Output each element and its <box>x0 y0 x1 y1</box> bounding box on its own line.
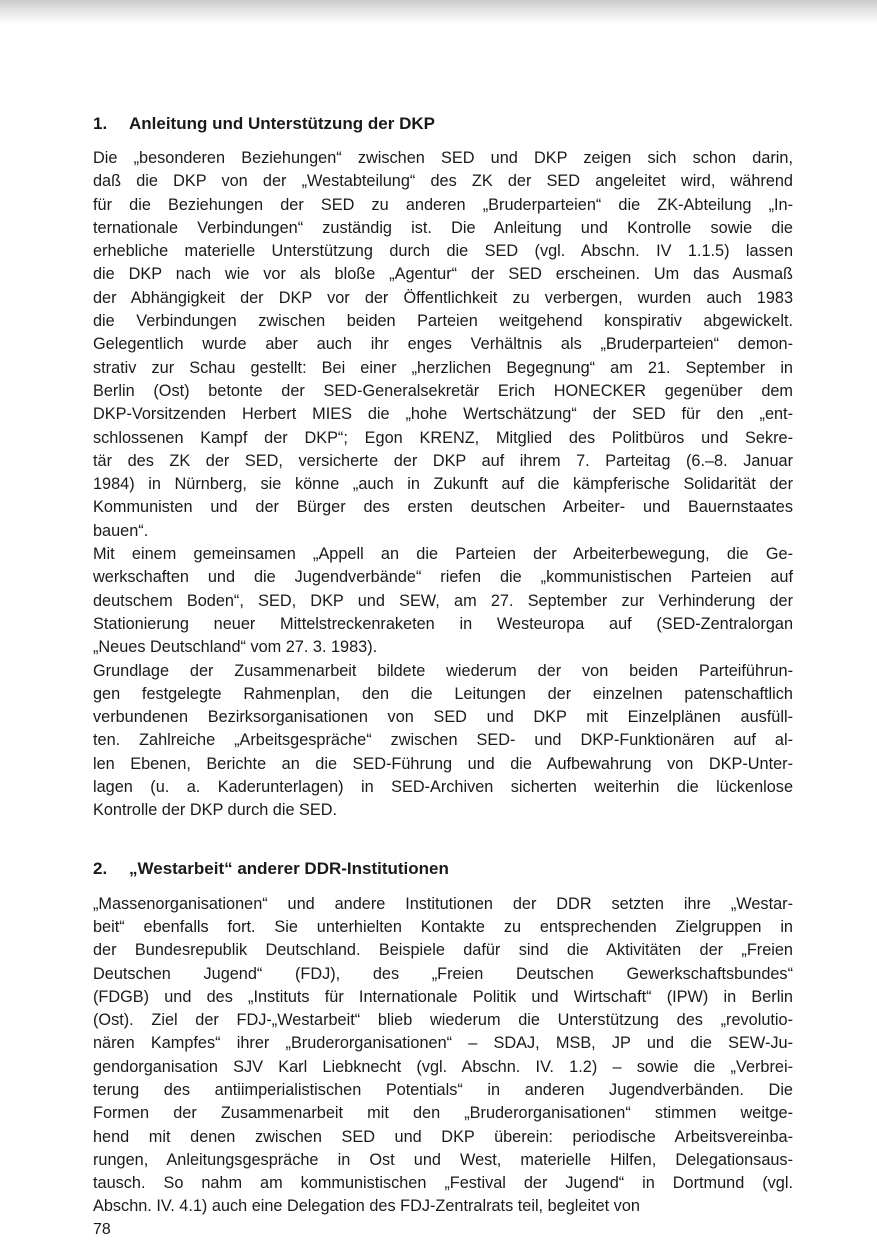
text-line: Formen der Zusammenarbeit mit den „Bruderorganisationen“ stimmen weitge- <box>93 1104 793 1123</box>
text-line: Kommunisten und der Bürger des ersten deutschen Arbeiter- und Bauernstaates <box>93 498 793 517</box>
text-line: daß die DKP von der „Westabteilung“ des ZK der SED angeleitet wird, während <box>93 172 793 191</box>
text-line: die Verbindungen zwischen beiden Parteien weitgehend konspirativ abgewickelt. <box>93 312 793 331</box>
text-line: Stationierung neuer Mittelstreckenraketen in Westeuropa auf (SED-Zentralorgan <box>93 614 793 633</box>
text-line: für die Beziehungen der SED zu anderen „Bruderparteien“ die ZK-Abteilung „In- <box>93 195 793 214</box>
section-heading-1 <box>93 112 793 136</box>
section-number: 1. <box>93 114 108 133</box>
section-title: Anleitung und Unterstützung der DKP <box>129 114 435 133</box>
text-line: strativ zur Schau gestellt: Bei einer „herzlichen Begegnung“ am 21. September in <box>93 358 793 377</box>
text-line: Grundlage der Zusammenarbeit bildete wiederum der von beiden Parteiführun- <box>93 661 793 680</box>
section-title: „Westarbeit“ anderer DDR-Institutionen <box>129 858 449 878</box>
text-line: der Bundesrepublik Deutschland. Beispiele dafür sind die Aktivitäten der „Freien <box>93 941 793 960</box>
text-line: Kontrolle der DKP durch die SED. <box>93 801 338 820</box>
text-line: der Abhängigkeit der DKP vor der Öffentlichkeit zu verbergen, wurden auch 1983 <box>93 288 793 307</box>
paragraph <box>93 893 793 1219</box>
text-line: DKP-Vorsitzenden Herbert MIES die „hohe Wertschätzung“ der SED für den „ent- <box>93 405 793 424</box>
text-line: beit“ ebenfalls fort. Sie unterhielten Kontakte zu entsprechenden Zielgruppen in <box>93 917 793 936</box>
text-line: Berlin (Ost) betonte der SED-Generalsekretär Erich HONECKER gegenüber dem <box>93 381 793 400</box>
section-heading-2 <box>93 857 793 881</box>
text-line: ten. Zahlreiche „Arbeitsgespräche“ zwischen SED- und DKP-Funktionären auf al- <box>93 731 793 750</box>
text-line: terung des antiimperialistischen Potentials“ in anderen Jugendverbänden. Die <box>93 1080 793 1099</box>
text-line: 1984) in Nürnberg, sie könne „auch in Zukunft auf die kämpferische Solidarität der <box>93 475 793 494</box>
text-line: „Neues Deutschland“ vom 27. 3. 1983). <box>93 638 378 657</box>
text-line: die DKP nach wie vor als bloße „Agentur“ der SED erscheinen. Um das Ausmaß <box>93 265 793 284</box>
text-line: erhebliche materielle Unterstützung durch die SED (vgl. Abschn. IV 1.1.5) lassen <box>93 242 793 261</box>
text-line: „Massenorganisationen“ und andere Institutionen der DDR setzten ihre „Westar- <box>93 894 793 913</box>
text-line: ternationale Verbindungen“ zuständig ist. Die Anleitung und Kontrolle sowie die <box>93 218 793 237</box>
text-line: (Ost). Ziel der FDJ-„Westarbeit“ blieb wiederum die Unterstützung des „revolutio- <box>93 1011 793 1030</box>
text-line: tär des ZK der SED, versicherte der DKP auf ihrem 7. Parteitag (6.–8. Januar <box>93 451 793 470</box>
text-line: deutschem Boden“, SED, DKP und SEW, am 27. September zur Verhinderung der <box>93 591 793 610</box>
text-line: tausch. So nahm am kommunistischen „Festival der Jugend“ in Dortmund (vgl. <box>93 1174 793 1193</box>
text-line: gendorganisation SJV Karl Liebknecht (vgl. Abschn. IV. 1.2) – sowie die „Verbrei- <box>93 1057 793 1076</box>
text-line: (FDGB) und des „Instituts für Internationale Politik und Wirtschaft“ (IPW) in Berlin <box>93 987 793 1006</box>
text-line: Gelegentlich wurde aber auch ihr enges Verhältnis als „Bruderparteien“ demon- <box>93 335 793 354</box>
text-line: bauen“. <box>93 521 149 540</box>
text-line: Mit einem gemeinsamen „Appell an die Parteien der Arbeiterbewegung, die Ge- <box>93 545 793 564</box>
scan-top-border <box>0 0 877 24</box>
text-line: Abschn. IV. 4.1) auch eine Delegation des FDJ-Zentralrats teil, begleitet von <box>93 1197 640 1216</box>
text-line: hend mit denen zwischen SED und DKP überein: periodische Arbeitsvereinba- <box>93 1127 793 1146</box>
text-line: rungen, Anleitungsgespräche in Ost und West, materielle Hilfen, Delegationsaus- <box>93 1150 793 1169</box>
text-line: schlossenen Kampf der DKP“; Egon KRENZ, Mitglied des Politbüros und Sekre- <box>93 428 793 447</box>
paragraph <box>93 543 793 659</box>
document-page <box>93 112 793 1219</box>
text-line: Deutschen Jugend“ (FDJ), des „Freien Deutschen Gewerkschaftsbundes“ <box>93 964 793 983</box>
text-line: len Ebenen, Berichte an die SED-Führung und die Aufbewahrung von DKP-Unter- <box>93 754 793 773</box>
page-number: 78 <box>93 1221 111 1238</box>
paragraph <box>93 147 793 543</box>
text-line: lagen (u. a. Kaderunterlagen) in SED-Archiven sicherten weiterhin die lückenlose <box>93 778 793 797</box>
text-line: verbundenen Bezirksorganisationen von SED und DKP mit Einzelplänen ausfüll- <box>93 708 793 727</box>
section-number: 2. <box>93 858 108 878</box>
text-line: nären Kampfes“ ihrer „Bruderorganisationen“ – SDAJ, MSB, JP und die SEW-Ju- <box>93 1034 793 1053</box>
text-line: Die „besonderen Beziehungen“ zwischen SED und DKP zeigen sich schon darin, <box>93 149 793 167</box>
text-line: werkschaften und die Jugendverbände“ riefen die „kommunistischen Parteien auf <box>93 568 793 587</box>
text-line: gen festgelegte Rahmenplan, den die Leitungen der einzelnen patenschaftlich <box>93 684 793 703</box>
paragraph <box>93 660 793 823</box>
